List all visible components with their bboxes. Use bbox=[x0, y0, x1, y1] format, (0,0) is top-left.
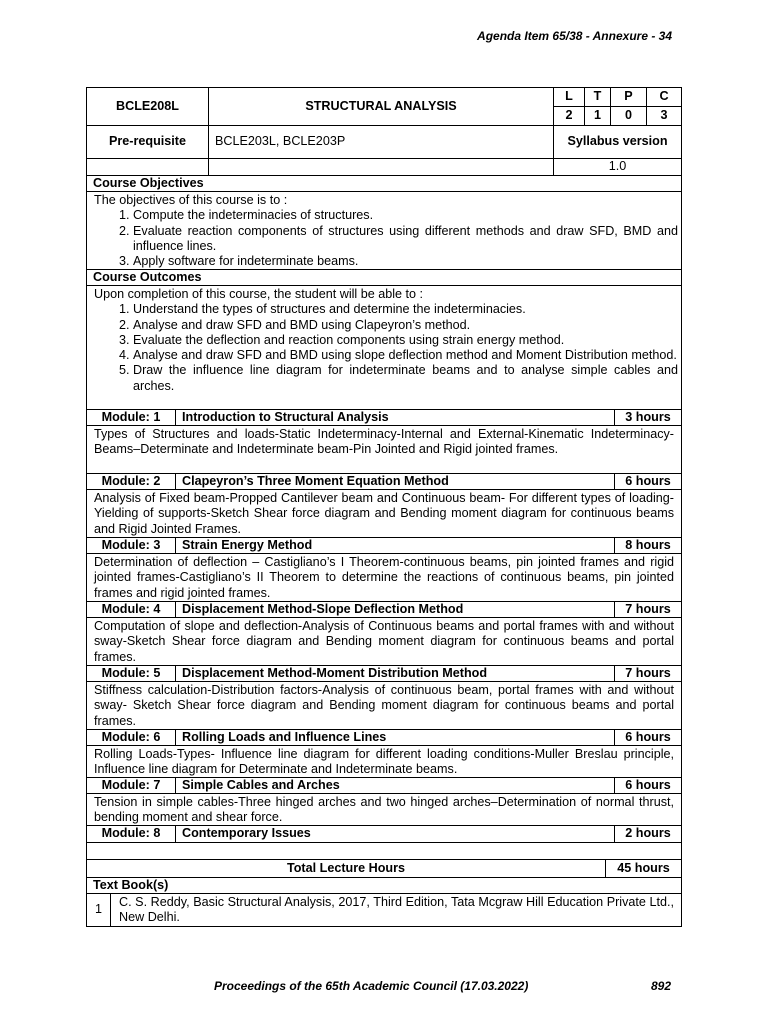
objective-item: 3. Apply software for indeterminate beams. bbox=[133, 254, 681, 269]
outcome-item: 4. Analyse and draw SFD and BMD using slope deflection method and Moment Distribution method. bbox=[133, 348, 681, 363]
prerequisite-row bbox=[87, 125, 681, 158]
ltpc-value-l: 2 bbox=[554, 106, 584, 125]
module-content-4: Computation of slope and deflection-Analysis of Continuous beams and portal frames with and without sway-Sketch Shear force diagram and Bending moment diagram for continuous beams and portal frames. bbox=[87, 617, 681, 665]
outcome-item: 5. Draw the influence line diagram for indeterminate beams and to analyse simple cables and arches. bbox=[133, 363, 681, 394]
prereq-value: BCLE203L, BCLE203P bbox=[208, 126, 553, 158]
agenda-header: Agenda Item 65/38 - Annexure - 34 bbox=[477, 29, 672, 43]
total-row bbox=[87, 859, 681, 877]
module-label: Module: 7 bbox=[101, 777, 161, 792]
ltpc-label-c: C bbox=[646, 88, 681, 106]
module-content-5: Stiffness calculation-Distribution factors-Analysis of continuous beam, portal frames with and without sway- Sketch Shear force diagram and Bending moment diagram for continuous beams and portal frames. bbox=[87, 681, 681, 729]
ltpc-label-l: L bbox=[565, 89, 573, 104]
proceedings-footer: Proceedings of the 65th Academic Council (17.03.2022) bbox=[214, 979, 529, 993]
module-label: Module: 3 bbox=[101, 537, 161, 552]
module-content-1: Types of Structures and loads-Static Indeterminacy-Internal and External-Kinematic Indeterminacy-Beams–Determinate and Indeterminate beam-Pin Jointed and Rigid jointed frames. bbox=[87, 425, 681, 473]
module-hours: 7 hours bbox=[614, 602, 681, 617]
outcomes-body bbox=[87, 285, 681, 409]
module-content-7: Tension in simple cables-Three hinged arches and two hinged arches–Determination of normal thrust, bending moment and shear force. bbox=[87, 793, 681, 825]
module-title: Contemporary Issues bbox=[175, 826, 614, 842]
outcomes-list bbox=[87, 302, 681, 394]
module-title: Simple Cables and Arches bbox=[175, 778, 614, 793]
course-title-row bbox=[87, 88, 681, 125]
module-hours: 6 hours bbox=[614, 730, 681, 745]
ltpc-label-p: P bbox=[610, 88, 646, 106]
objectives-list bbox=[87, 208, 681, 269]
outcomes-heading: Course Outcomes bbox=[87, 269, 681, 285]
module-content-2: Analysis of Fixed beam-Propped Cantilever beam and Continuous beam- For different types of loading-Yielding of supports-Sketch Shear force diagram and Bending moment diagram for continuous beams and Rigid Jointed Frames. bbox=[87, 489, 681, 537]
textbook-text: C. S. Reddy, Basic Structural Analysis, 2017, Third Edition, Tata Mcgraw Hill Education Private Ltd., New Delhi. bbox=[110, 894, 681, 926]
module-label: Module: 4 bbox=[101, 601, 161, 616]
outcomes-intro: Upon completion of this course, the student will be able to : bbox=[94, 287, 424, 301]
syllabus-table bbox=[86, 87, 682, 927]
outcome-item: 2. Analyse and draw SFD and BMD using Clapeyron’s method. bbox=[133, 318, 681, 333]
module-header-3 bbox=[87, 537, 681, 553]
textbooks-heading: Text Book(s) bbox=[87, 877, 681, 893]
ltpc-value-p: 0 bbox=[610, 106, 646, 125]
prereq-label: Pre-requisite bbox=[109, 134, 186, 149]
module-label: Module: 6 bbox=[101, 729, 161, 744]
textbook-number: 1 bbox=[94, 902, 102, 917]
module-content-8 bbox=[87, 842, 681, 859]
syllabus-version-value: 1.0 bbox=[553, 159, 681, 175]
module-label: Module: 5 bbox=[101, 665, 161, 680]
objective-item: 2. Evaluate reaction components of structures using different methods and draw SFD, BMD and influence lines. bbox=[133, 224, 681, 255]
module-content-6: Rolling Loads-Types- Influence line diagram for different loading conditions-Muller Breslau principle, Influence line diagram for Determinate and Indeterminate beams. bbox=[87, 745, 681, 777]
module-label: Module: 8 bbox=[101, 826, 161, 841]
module-label: Module: 2 bbox=[101, 473, 161, 488]
outcome-item: 1. Understand the types of structures and determine the indeterminacies. bbox=[133, 302, 681, 317]
syllabus-version-label: Syllabus version bbox=[553, 126, 681, 158]
page-number: 892 bbox=[651, 979, 672, 993]
module-header-7 bbox=[87, 777, 681, 793]
module-title: Rolling Loads and Influence Lines bbox=[175, 730, 614, 745]
module-header-8 bbox=[87, 825, 681, 842]
ltpc-label-t: T bbox=[584, 88, 610, 106]
module-title: Clapeyron’s Three Moment Equation Method bbox=[175, 474, 614, 489]
ltpc-grid bbox=[553, 88, 681, 125]
course-title: STRUCTURAL ANALYSIS bbox=[208, 88, 553, 125]
module-header-2 bbox=[87, 473, 681, 489]
module-hours: 3 hours bbox=[614, 410, 681, 425]
module-hours: 2 hours bbox=[614, 826, 681, 842]
module-header-4 bbox=[87, 601, 681, 617]
textbook-row bbox=[87, 893, 681, 926]
objective-item: 1. Compute the indeterminacies of structures. bbox=[133, 208, 681, 223]
module-hours: 8 hours bbox=[614, 538, 681, 553]
module-header-6 bbox=[87, 729, 681, 745]
total-hours: 45 hours bbox=[605, 860, 681, 877]
module-label: Module: 1 bbox=[101, 409, 161, 424]
objectives-heading: Course Objectives bbox=[87, 175, 681, 191]
module-title: Introduction to Structural Analysis bbox=[175, 410, 614, 425]
outcome-item: 3. Evaluate the deflection and reaction components using strain energy method. bbox=[133, 333, 681, 348]
objectives-intro: The objectives of this course is to : bbox=[94, 193, 288, 207]
module-content-3: Determination of deflection – Castigliano’s I Theorem-continuous beams, pin jointed frames and rigid jointed frames-Castigliano’s II Theorem to determine the reactions of continuous beams, pin jointed frames and rigid jointed frames. bbox=[87, 553, 681, 601]
ltpc-value-t: 1 bbox=[584, 106, 610, 125]
module-header-1 bbox=[87, 409, 681, 425]
objectives-body bbox=[87, 191, 681, 269]
module-title: Displacement Method-Moment Distribution Method bbox=[175, 666, 614, 681]
module-title: Strain Energy Method bbox=[175, 538, 614, 553]
module-hours: 7 hours bbox=[614, 666, 681, 681]
module-title: Displacement Method-Slope Deflection Method bbox=[175, 602, 614, 617]
module-hours: 6 hours bbox=[614, 778, 681, 793]
module-hours: 6 hours bbox=[614, 474, 681, 489]
course-code: BCLE208L bbox=[116, 98, 179, 113]
version-row bbox=[87, 158, 681, 175]
ltpc-value-c: 3 bbox=[646, 106, 681, 125]
total-label: Total Lecture Hours bbox=[286, 860, 406, 875]
module-header-5 bbox=[87, 665, 681, 681]
